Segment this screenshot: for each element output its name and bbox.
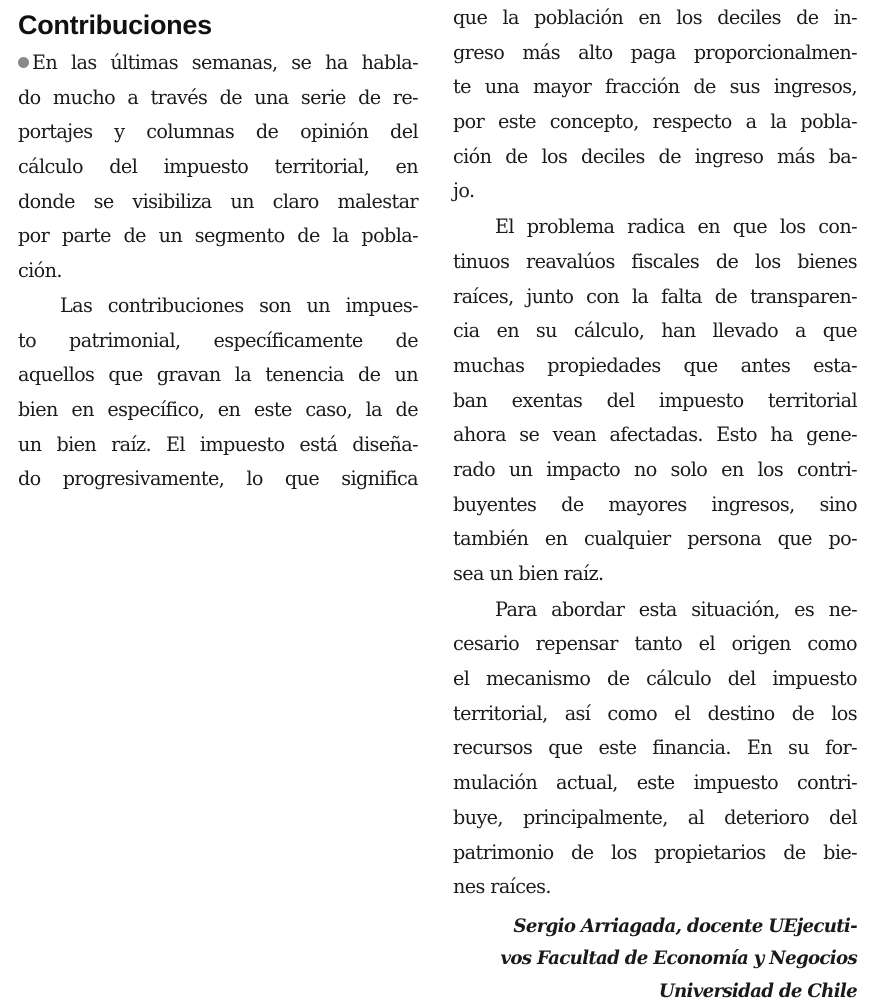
bullet-icon	[18, 57, 29, 68]
text-line: tinuos reavalúos fiscales de los bienes	[453, 249, 857, 273]
text-line: cia en su cálculo, han llevado a que	[453, 319, 857, 343]
text-line: territorial, así como el destino de los	[453, 701, 857, 725]
text-line: buyentes de mayores ingresos, sino	[453, 492, 857, 516]
text-line: raíces, junto con la falta de transparen-	[453, 284, 857, 308]
text-line: sea un bien raíz.	[453, 562, 604, 585]
text-line: buye, principalmente, al deterioro del	[453, 805, 857, 829]
text-line: patrimonio de los propietarios de bie-	[453, 840, 857, 864]
text-line: Las contribuciones son un impues-	[60, 293, 418, 317]
text-line: portajes y columnas de opinión del	[18, 120, 418, 144]
text-line: ban exentas del impuesto territorial	[453, 388, 857, 412]
signature-line: Sergio Arriagada, docente UEjecuti-	[513, 915, 857, 937]
text-line: mulación actual, este impuesto contri-	[453, 771, 857, 795]
text-line: aquellos que gravan la tenencia de un	[18, 363, 418, 387]
text-line: ción.	[18, 259, 62, 283]
text-line: jo.	[453, 179, 475, 203]
text-line: rado un impacto no solo en los contri-	[453, 457, 857, 481]
text-line: el mecanismo de cálculo del impuesto	[453, 667, 857, 691]
text-line: En las últimas semanas, se ha habla-	[18, 46, 418, 81]
paragraph-1	[18, 46, 418, 289]
text-line: bien en específico, en este caso, la de	[18, 397, 418, 421]
text-line: por parte de un segmento de la pobla-	[18, 224, 418, 248]
paragraph-3	[453, 210, 857, 592]
text-line: muchas propiedades que antes esta-	[453, 353, 857, 377]
article-headline: Contribuciones	[18, 10, 212, 40]
left-column	[18, 0, 418, 497]
text-line: recursos que este financia. En su for-	[453, 736, 857, 760]
text-line: to patrimonial, específicamente de	[18, 328, 418, 352]
paragraph-4	[453, 593, 857, 905]
text-line: un bien raíz. El impuesto está diseña-	[18, 432, 418, 456]
signature-line: vos Facultad de Economía y Negocios	[500, 948, 857, 970]
text-line: te una mayor fracción de sus ingresos,	[453, 75, 857, 99]
text-line: ción de los deciles de ingreso más ba-	[453, 144, 857, 168]
text-line: do mucho a través de una serie de re-	[18, 85, 418, 109]
text-line: donde se visibiliza un claro malestar	[18, 189, 418, 213]
text-line: nes raíces.	[453, 875, 551, 899]
text-line: greso más alto paga proporcionalmen-	[453, 40, 857, 64]
text-line: Para abordar esta situación, es ne-	[495, 597, 857, 621]
paragraph-2-continued	[453, 1, 857, 209]
right-column	[453, 0, 857, 1008]
text-line: por este concepto, respecto a la pobla-	[453, 110, 857, 134]
text-line: do progresivamente, lo que significa	[18, 467, 418, 491]
author-signature	[453, 911, 857, 1008]
text-line: también en cualquier persona que po-	[453, 527, 857, 551]
text-line: ahora se vean afectadas. Esto ha gene-	[453, 423, 857, 447]
signature-line: Universidad de Chile	[658, 980, 857, 1002]
paragraph-2	[18, 289, 418, 497]
text-line: cesario repensar tanto el origen como	[453, 632, 857, 656]
text-line: cálculo del impuesto territorial, en	[18, 155, 418, 179]
text-line: que la población en los deciles de in-	[453, 6, 857, 29]
text-line: El problema radica en que los con-	[495, 215, 857, 239]
